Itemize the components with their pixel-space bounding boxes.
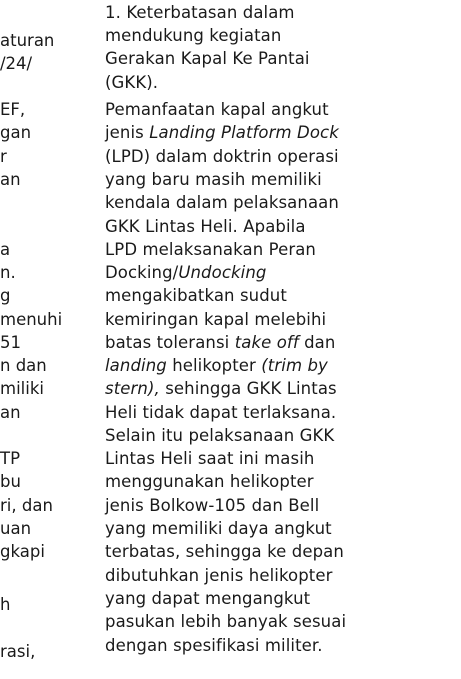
heading-line-3: Gerakan Kapal Ke Pantai: [105, 49, 310, 68]
left-text-fragment: rasi,: [0, 642, 36, 661]
left-text-fragment: a: [0, 240, 11, 259]
left-text-fragment: n.: [0, 263, 16, 282]
heading-line-1: 1. Keterbatasan dalam: [105, 3, 295, 22]
left-text-fragment: r: [0, 147, 7, 166]
paragraph-line: yang dapat mengangkut: [105, 589, 311, 608]
paragraph-line: batas toleransi take off dan: [105, 333, 336, 352]
paragraph-line: Lintas Heli saat ini masih: [105, 449, 315, 468]
paragraph-line: mengakibatkan sudut: [105, 286, 287, 305]
left-text-fragment: uan: [0, 519, 32, 538]
paragraph-line: dengan spesifikasi militer.: [105, 636, 323, 655]
left-text-fragment: h: [0, 595, 11, 614]
paragraph-line: yang memiliki daya angkut: [105, 519, 332, 538]
heading-number: 1.: [105, 3, 121, 22]
left-text-fragment: gan: [0, 123, 32, 142]
paragraph-line: dibutuhkan jenis helikopter: [105, 566, 333, 585]
paragraph-line: Selain itu pelaksanaan GKK: [105, 426, 335, 445]
paragraph-line: kemiringan kapal melebihi: [105, 310, 327, 329]
paragraph-line: terbatas, sehingga ke depan: [105, 542, 344, 561]
paragraph-line: GKK Lintas Heli. Apabila: [105, 217, 306, 236]
paragraph-line: pasukan lebih banyak sesuai: [105, 612, 347, 631]
left-text-fragment: n dan: [0, 356, 47, 375]
paragraph-line: Heli tidak dapat terlaksana.: [105, 403, 337, 422]
paragraph-line: Pemanfaatan kapal angkut: [105, 100, 329, 119]
paragraph-line: (LPD) dalam doktrin operasi: [105, 147, 339, 166]
paragraph-line: kendala dalam pelaksanaan: [105, 193, 339, 212]
left-text-fragment: EF,: [0, 100, 26, 119]
left-text-fragment: 51: [0, 333, 21, 352]
paragraph-line: landing helikopter (trim by: [105, 356, 328, 375]
paragraph-line: jenis Landing Platform Dock: [105, 123, 339, 142]
left-text-fragment: gkapi: [0, 542, 45, 561]
heading-line-2: mendukung kegiatan: [105, 26, 282, 45]
left-text-fragment: bu: [0, 472, 21, 491]
paragraph-line: LPD melaksanakan Peran: [105, 240, 316, 259]
left-text-fragment: /24/: [0, 54, 33, 73]
left-text-fragment: miliki: [0, 379, 44, 398]
paragraph-line: stern), sehingga GKK Lintas: [105, 379, 337, 398]
left-text-fragment: ri, dan: [0, 496, 53, 515]
left-text-fragment: TP: [0, 449, 21, 468]
paragraph-line: yang baru masih memiliki: [105, 170, 322, 189]
paragraph-line: jenis Bolkow-105 dan Bell: [105, 496, 320, 515]
paragraph-line: Docking/Undocking: [105, 263, 267, 282]
paragraph-line: menggunakan helikopter: [105, 472, 314, 491]
left-text-fragment: an: [0, 403, 21, 422]
heading-line-4: (GKK).: [105, 73, 159, 92]
left-column-cut-off: [0, 0, 100, 679]
left-text-fragment: menuhi: [0, 310, 63, 329]
left-text-fragment: g: [0, 286, 11, 305]
left-text-fragment: aturan: [0, 31, 55, 50]
left-text-fragment: an: [0, 170, 21, 189]
